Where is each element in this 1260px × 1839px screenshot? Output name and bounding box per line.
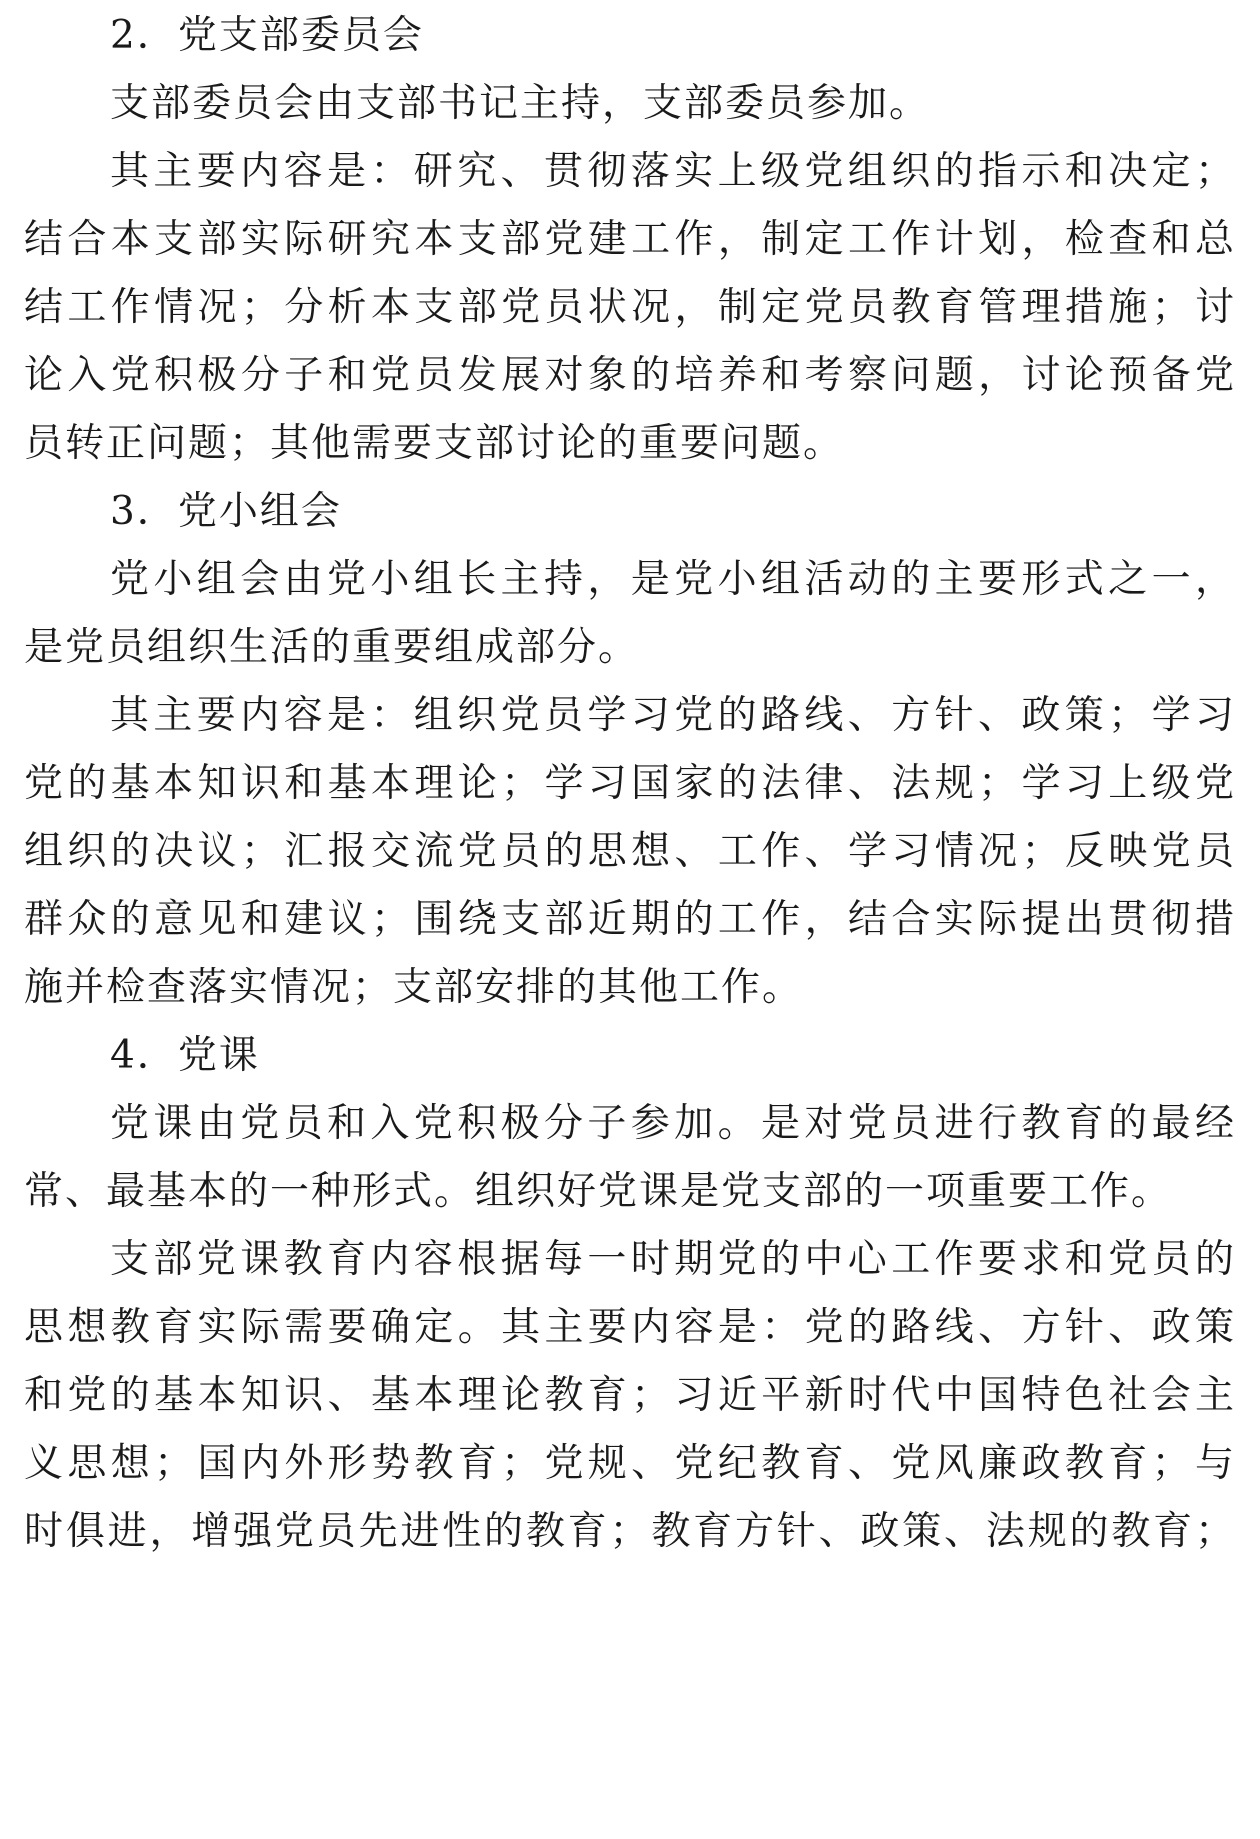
paragraph-line: 是党员组织生活的重要组成部分。 [24, 625, 640, 670]
paragraph-line: 组织的决议；汇报交流党员的思想、工作、学习情况；反映党员 [24, 829, 1236, 874]
paragraph-line: 支部党课教育内容根据每一时期党的中心工作要求和党员的 [110, 1237, 1236, 1282]
paragraph-line: 党小组会由党小组长主持，是党小组活动的主要形式之一， [110, 557, 1236, 602]
paragraph-line: 党的基本知识和基本理论；学习国家的法律、法规；学习上级党 [24, 761, 1236, 806]
paragraph-line: 和党的基本知识、基本理论教育；习近平新时代中国特色社会主 [24, 1373, 1236, 1418]
paragraph-line: 员转正问题；其他需要支部讨论的重要问题。 [24, 421, 845, 466]
paragraph-line: 时俱进，增强党员先进性的教育；教育方针、政策、法规的教育； [24, 1509, 1236, 1554]
paragraph-line: 结工作情况；分析本支部党员状况，制定党员教育管理措施；讨 [24, 285, 1236, 330]
paragraph-line: 结合本支部实际研究本支部党建工作，制定工作计划，检查和总 [24, 217, 1236, 262]
paragraph-line: 其主要内容是：研究、贯彻落实上级党组织的指示和决定； [110, 149, 1236, 194]
paragraph-line: 党课由党员和入党积极分子参加。是对党员进行教育的最经 [110, 1101, 1236, 1146]
heading-party-group-meeting: 3．党小组会 [110, 489, 342, 534]
paragraph-line: 群众的意见和建议；围绕支部近期的工作，结合实际提出贯彻措 [24, 897, 1236, 942]
paragraph-line: 论入党积极分子和党员发展对象的培养和考察问题，讨论预备党 [24, 353, 1236, 398]
paragraph-line: 义思想；国内外形势教育；党规、党纪教育、党风廉政教育；与 [24, 1441, 1236, 1486]
paragraph-line: 常、最基本的一种形式。组织好党课是党支部的一项重要工作。 [24, 1169, 1173, 1214]
paragraph-line: 其主要内容是：组织党员学习党的路线、方针、政策；学习 [110, 693, 1236, 738]
paragraph-line: 思想教育实际需要确定。其主要内容是：党的路线、方针、政策 [24, 1305, 1236, 1350]
paragraph-line: 支部委员会由支部书记主持，支部委员参加。 [110, 81, 931, 126]
heading-party-lecture: 4．党课 [110, 1033, 260, 1078]
paragraph-line: 施并检查落实情况；支部安排的其他工作。 [24, 965, 804, 1010]
heading-party-branch-committee: 2．党支部委员会 [110, 13, 424, 58]
